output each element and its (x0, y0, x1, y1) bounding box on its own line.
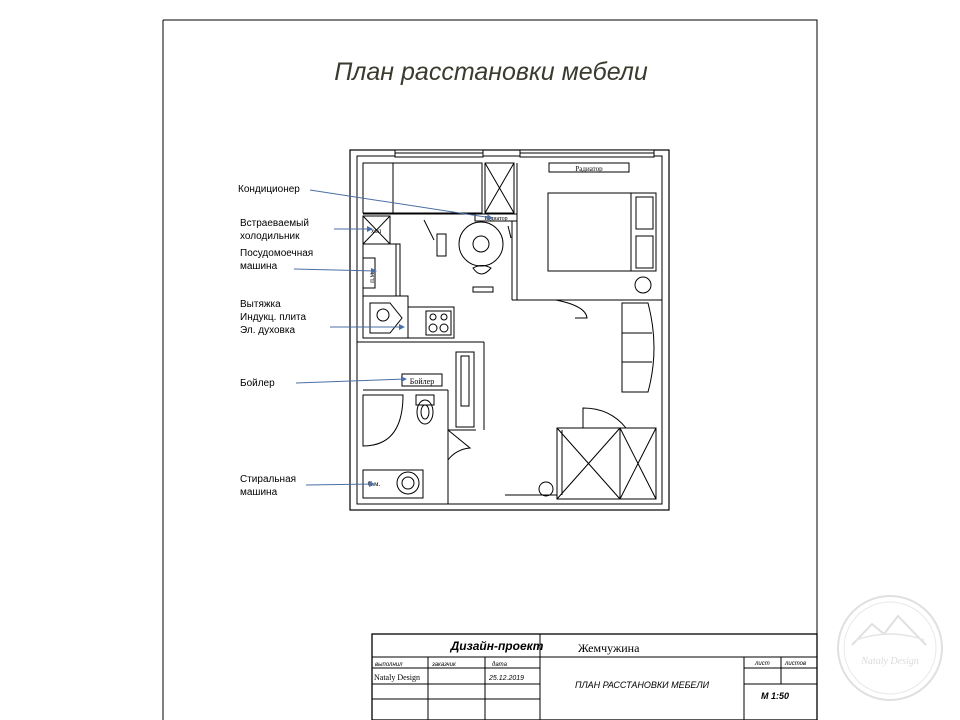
label-hood: Вытяжка (240, 299, 281, 310)
stamp-col-customer: заказчик (432, 662, 456, 668)
washer-mark: С.м. (367, 480, 381, 488)
window-left (395, 150, 483, 157)
leader-washer (306, 484, 374, 485)
bed (548, 193, 656, 271)
stamp-sheet-title: ПЛАН РАССТАНОВКИ МЕБЕЛИ (574, 680, 710, 690)
chair (437, 234, 446, 256)
label-washer-2: машина (240, 487, 278, 498)
label-oven: Эл. духовка (240, 325, 295, 336)
kitchen-upper-block (363, 163, 482, 213)
room-door (556, 300, 587, 318)
stamp-col-sheet: лист (755, 661, 770, 667)
sofa (622, 303, 654, 392)
leader-boiler (296, 379, 406, 383)
bathroom-door (448, 430, 470, 460)
dishwasher-mark: п.м. (368, 271, 376, 283)
fridge-mark: хол (370, 227, 382, 235)
boiler-mark: Бойлер (409, 377, 435, 386)
label-hob: Индукц. плита (240, 312, 307, 323)
dining-table (459, 222, 503, 266)
stamp-scale: М 1:50 (760, 691, 790, 701)
watermark-logo (838, 596, 942, 700)
inner-wall-line (357, 156, 662, 504)
label-conditioner: Кондиционер (238, 184, 300, 195)
label-fridge-2: холодильник (240, 231, 300, 242)
label-boiler: Бойлер (240, 378, 275, 389)
label-dishwasher-2: машина (240, 261, 278, 272)
radiator-mid-label: Радиатор (484, 216, 508, 222)
watermark-text: Nataly Design (861, 656, 919, 667)
stamp-project-type: Дизайн-проект (450, 639, 544, 653)
stamp-executor: Nataly Design (374, 673, 420, 682)
window-right (520, 150, 654, 157)
wardrobe-door (583, 408, 626, 428)
callout-labels (238, 184, 313, 498)
chair (473, 266, 491, 275)
corridor-wardrobe (456, 352, 474, 427)
label-washer: Стиральная (240, 474, 297, 485)
leader-dishwasher (294, 269, 376, 271)
pillow (636, 236, 653, 268)
label-dishwasher: Посудомоечная (240, 248, 314, 259)
stamp-col-sheets: листов (785, 661, 807, 667)
stamp-project-name: Жемчужина (578, 641, 640, 655)
label-fridge: Встраеваемый (240, 218, 309, 229)
stamp-col-date: дата (492, 662, 507, 668)
page-title: План расстановки мебели (334, 58, 648, 86)
kitchen-upper-cell (363, 163, 393, 213)
pillow (636, 197, 653, 229)
radiator-top-label: Радиатор (575, 165, 603, 173)
sheet-frame (163, 20, 817, 720)
stamp-col-executor: выполнил (375, 662, 403, 668)
bedside-lamp (635, 277, 651, 293)
shower (363, 395, 403, 446)
cooktop (408, 307, 454, 338)
basin (397, 472, 419, 494)
stamp-date: 25.12.2019 (489, 675, 525, 682)
floor-lamp (539, 482, 553, 496)
chair-base (473, 287, 493, 292)
